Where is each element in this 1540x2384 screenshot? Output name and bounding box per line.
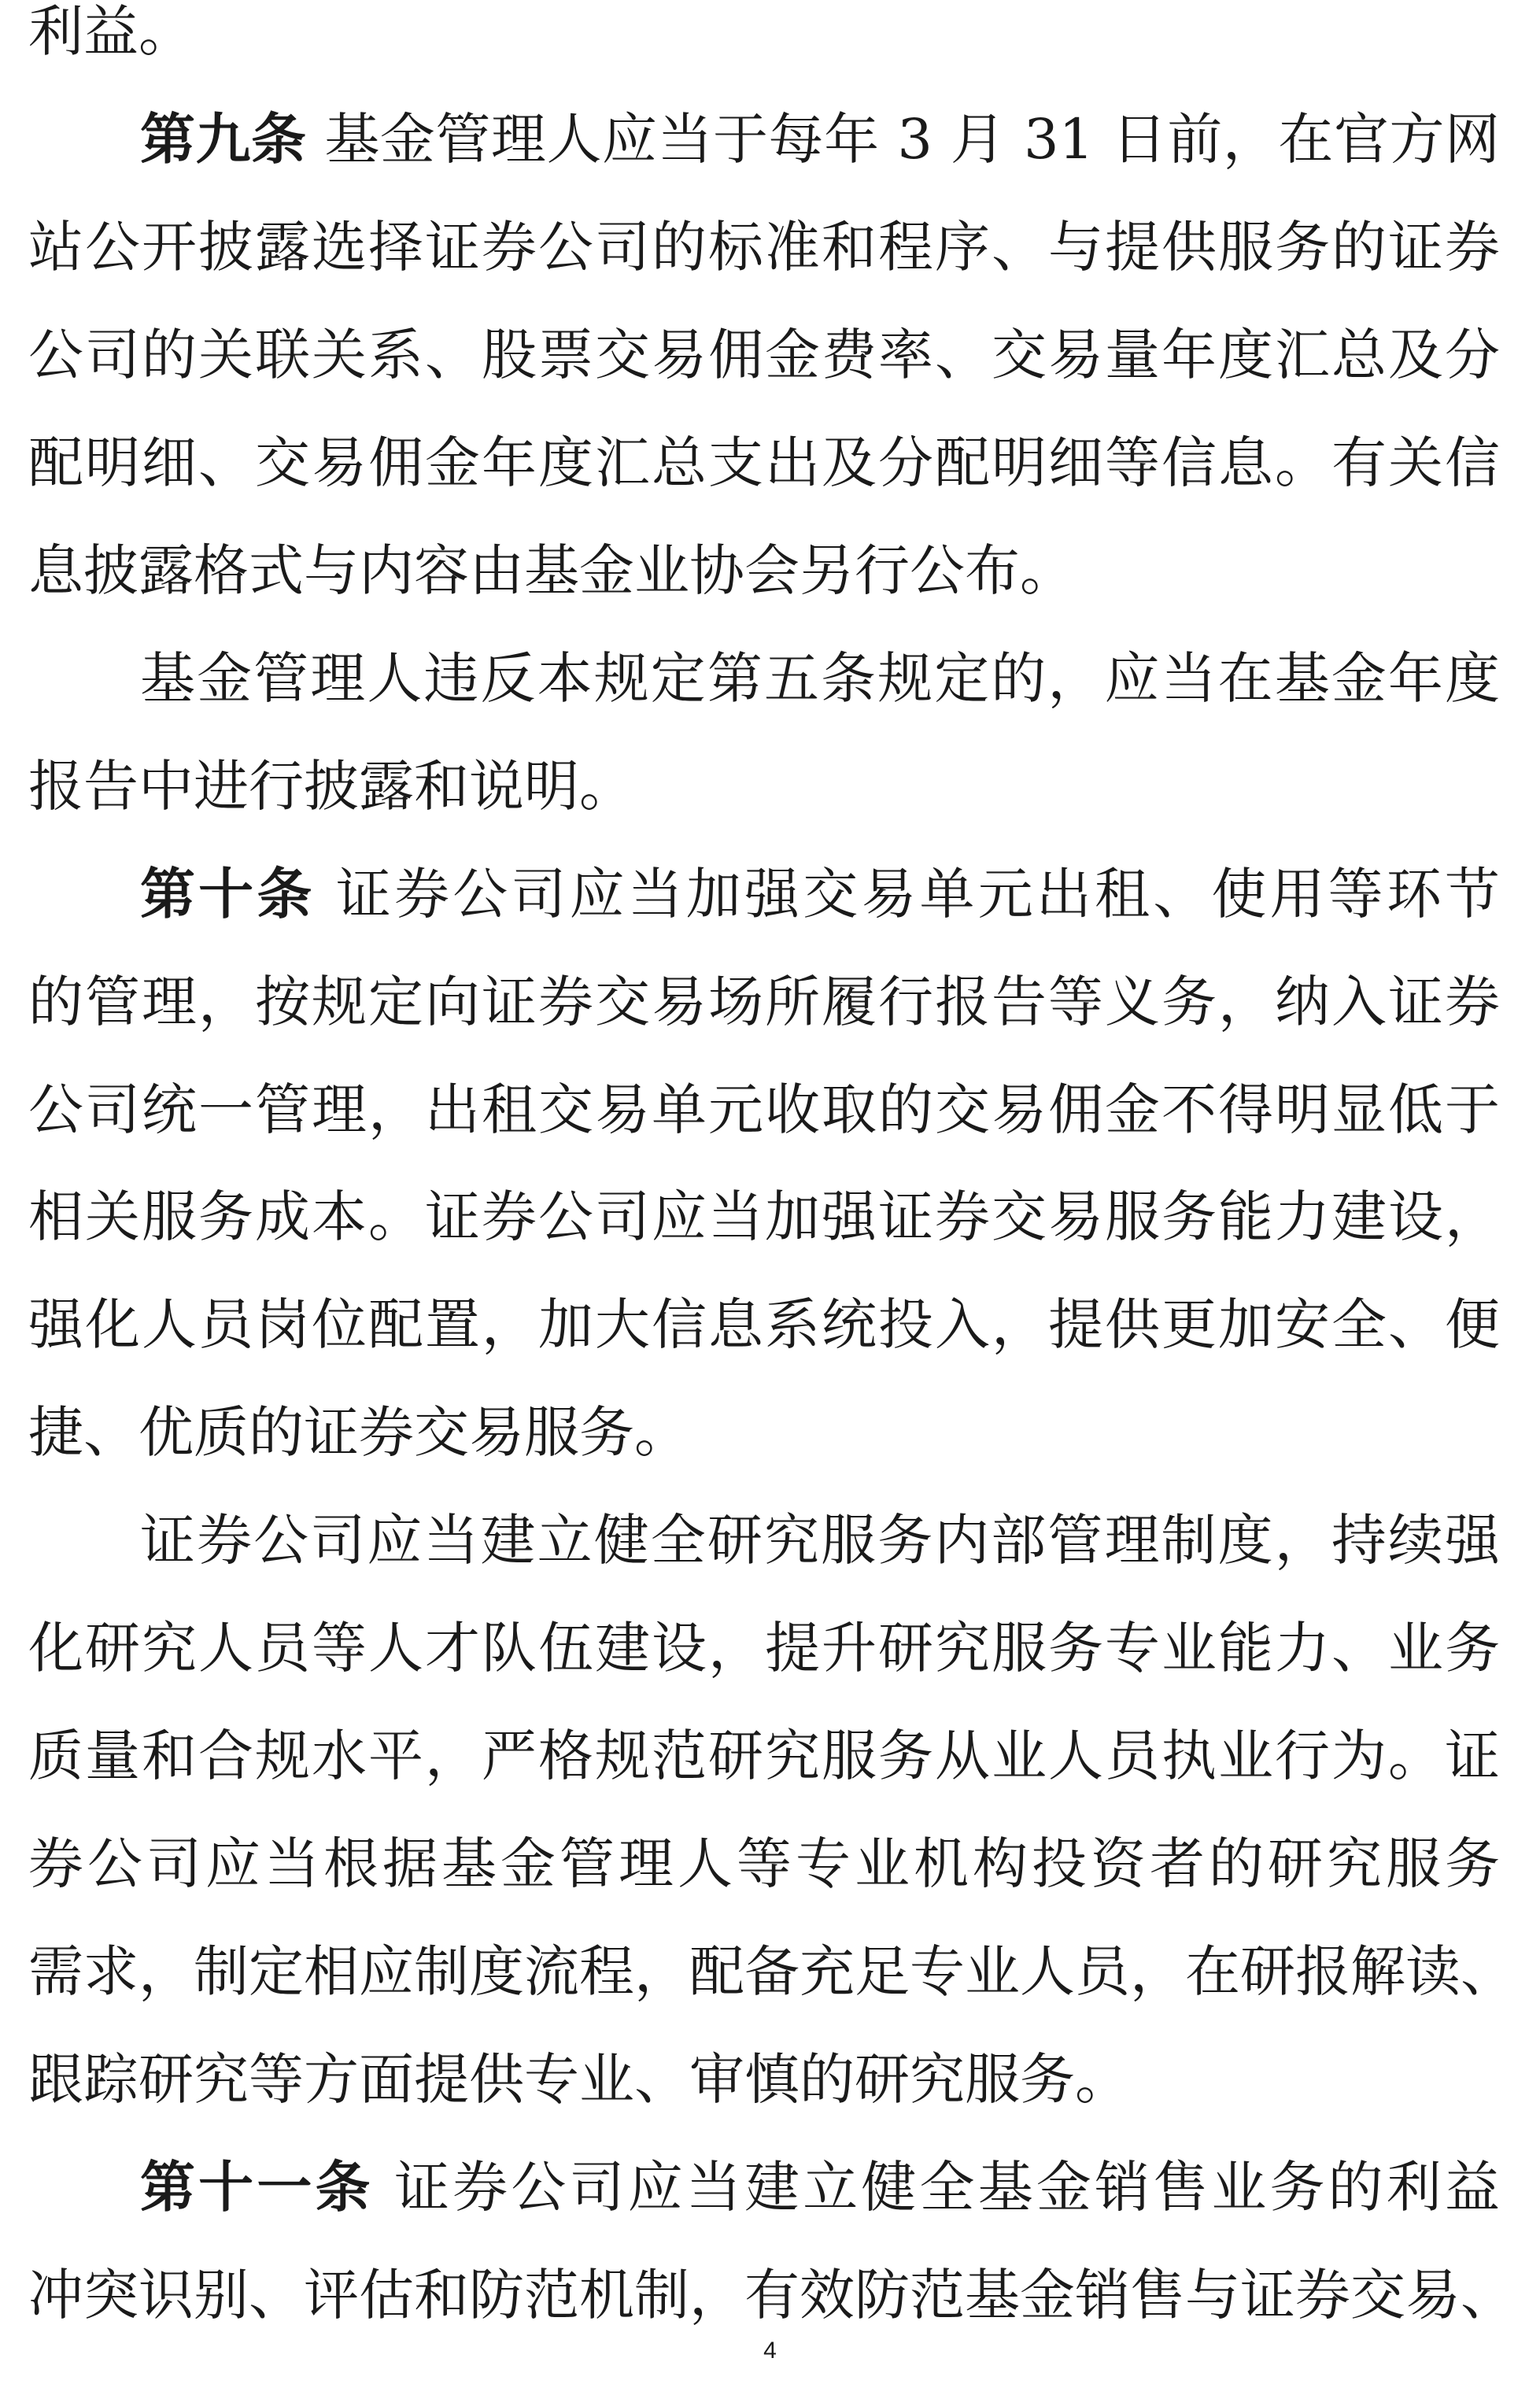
article-heading: 第十条	[140, 862, 316, 926]
line-text: 需求，制定相应制度流程，配备充足专业人员，在研报解读、	[28, 1939, 1516, 2004]
research-paragraph-line-6	[28, 2040, 1500, 2119]
article-11-line-2	[28, 2256, 1516, 2334]
research-paragraph-line-1	[28, 1501, 1500, 1580]
line-text: 息披露格式与内容由基金业协会另行公布。	[28, 538, 1075, 603]
line-text: 公司的关联关系、股票交易佣金费率、交易量年度汇总及分	[28, 323, 1500, 387]
line-text: 强化人员岗位配置，加大信息系统投入，提供更加安全、便	[28, 1292, 1500, 1357]
paragraph-line-1	[28, 639, 1500, 718]
line-text: 基金管理人应当于每年 3 月 31 日前，在官方网	[306, 107, 1500, 172]
line-text: 捷、优质的证券交易服务。	[28, 1400, 689, 1465]
research-paragraph-line-2	[28, 1609, 1500, 1687]
paragraph-line-2	[28, 747, 1500, 826]
article-9-line-4	[28, 423, 1500, 502]
article-9-line-1	[28, 100, 1500, 179]
research-paragraph-line-5	[28, 1932, 1516, 2011]
article-9-line-3	[28, 316, 1500, 394]
line-text: 证券公司应当加强交易单元出租、使用等环节	[315, 862, 1501, 926]
line-text: 化研究人员等人才队伍建设，提升研究服务专业能力、业务	[28, 1616, 1500, 1680]
article-10-line-3	[28, 1070, 1500, 1149]
article-9-line-5	[28, 531, 1500, 610]
article-11-line-1	[28, 2148, 1500, 2227]
article-heading: 第十一条	[140, 2155, 374, 2220]
line-text: 公司统一管理，出租交易单元收取的交易佣金不得明显低于	[28, 1077, 1500, 1142]
line-text: 的管理，按规定向证券交易场所履行报告等义务，纳入证券	[28, 970, 1500, 1034]
page-number: 4	[763, 2338, 777, 2364]
research-paragraph-line-3	[28, 1717, 1500, 1795]
line-text: 跟踪研究等方面提供专业、审慎的研究服务。	[28, 2047, 1130, 2112]
article-10-line-4	[28, 1177, 1500, 1256]
article-9-line-2	[28, 208, 1500, 286]
article-10-line-1	[28, 855, 1500, 933]
line-text: 质量和合规水平，严格规范研究服务从业人员执业行为。证	[28, 1724, 1500, 1788]
line-text: 站公开披露选择证券公司的标准和程序、与提供服务的证券	[28, 215, 1500, 279]
line-text: 券公司应当根据基金管理人等专业机构投资者的研究服务	[28, 1831, 1500, 1896]
article-10-line-6	[28, 1393, 1500, 1472]
article-10-line-5	[28, 1285, 1500, 1364]
line-text: 证券公司应当建立健全基金销售业务的利益	[373, 2155, 1501, 2220]
line-text: 基金管理人违反本规定第五条规定的，应当在基金年度	[140, 646, 1500, 711]
line-text: 利益。	[28, 0, 194, 64]
article-10-line-2	[28, 963, 1500, 1041]
line-text: 配明细、交易佣金年度汇总支出及分配明细等信息。有关信	[28, 431, 1500, 495]
text-line-1	[28, 0, 1500, 71]
article-heading: 第九条	[140, 107, 307, 172]
line-text: 冲突识别、评估和防范机制，有效防范基金销售与证券交易、	[28, 2263, 1516, 2327]
line-text: 报告中进行披露和说明。	[28, 754, 634, 819]
line-text: 证券公司应当建立健全研究服务内部管理制度，持续强	[140, 1508, 1500, 1573]
line-text: 相关服务成本。证券公司应当加强证券交易服务能力建设，	[28, 1185, 1500, 1249]
research-paragraph-line-4	[28, 1824, 1500, 1903]
